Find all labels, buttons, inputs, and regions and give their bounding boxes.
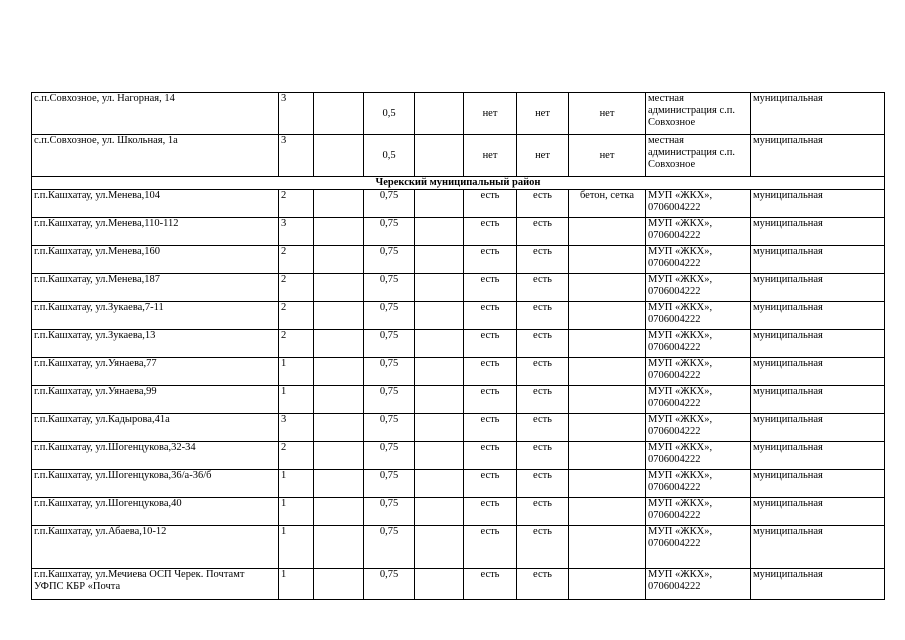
flag-cell: есть	[517, 358, 569, 386]
empty-cell	[314, 135, 364, 177]
empty-cell	[415, 218, 464, 246]
empty-cell	[314, 274, 364, 302]
section-title: Черекский муниципальный район	[32, 177, 885, 190]
flag-cell: есть	[517, 330, 569, 358]
empty-cell	[314, 190, 364, 218]
flag-cell: есть	[464, 358, 517, 386]
empty-cell	[314, 218, 364, 246]
cover-cell	[569, 526, 646, 569]
area-cell: 0,75	[364, 246, 415, 274]
owner-cell: местная администрация с.п. Совхозное	[646, 93, 751, 135]
owner-cell: МУП «ЖКХ», 0706004222	[646, 386, 751, 414]
count-cell: 3	[279, 218, 314, 246]
owner-cell: МУП «ЖКХ», 0706004222	[646, 470, 751, 498]
cover-cell	[569, 442, 646, 470]
area-cell: 0,75	[364, 302, 415, 330]
address-cell: г.п.Кашхатау, ул.Уянаева,77	[32, 358, 279, 386]
area-cell: 0,75	[364, 470, 415, 498]
address-cell: г.п.Кашхатау, ул.Шогенцукова,40	[32, 498, 279, 526]
owner-cell: МУП «ЖКХ», 0706004222	[646, 569, 751, 600]
owner-cell: МУП «ЖКХ», 0706004222	[646, 358, 751, 386]
owner-cell: местная администрация с.п. Совхозное	[646, 135, 751, 177]
flag-cell: есть	[464, 526, 517, 569]
count-cell: 3	[279, 414, 314, 442]
area-cell: 0,75	[364, 358, 415, 386]
area-cell: 0,5	[364, 93, 415, 135]
cover-cell	[569, 414, 646, 442]
count-cell: 2	[279, 274, 314, 302]
empty-cell	[314, 330, 364, 358]
flag-cell: есть	[517, 274, 569, 302]
owner-cell: МУП «ЖКХ», 0706004222	[646, 246, 751, 274]
cover-cell	[569, 302, 646, 330]
address-cell: г.п.Кашхатау, ул.Шогенцукова,32-34	[32, 442, 279, 470]
address-cell: г.п.Кашхатау, ул.Менева,110-112	[32, 218, 279, 246]
count-cell: 1	[279, 526, 314, 569]
address-cell: с.п.Совхозное, ул. Нагорная, 14	[32, 93, 279, 135]
owner-cell: МУП «ЖКХ», 0706004222	[646, 498, 751, 526]
empty-cell	[415, 414, 464, 442]
ownership-type-cell: муниципальная	[751, 569, 885, 600]
count-cell: 2	[279, 330, 314, 358]
table-row	[32, 274, 885, 302]
address-cell: г.п.Кашхатау, ул.Зукаева,13	[32, 330, 279, 358]
table-row	[32, 330, 885, 358]
address-cell: г.п.Кашхатау, ул.Менева,187	[32, 274, 279, 302]
ownership-type-cell: муниципальная	[751, 442, 885, 470]
area-cell: 0,75	[364, 442, 415, 470]
cover-cell	[569, 498, 646, 526]
cover-cell: нет	[569, 135, 646, 177]
flag-cell: есть	[464, 470, 517, 498]
count-cell: 1	[279, 358, 314, 386]
empty-cell	[415, 93, 464, 135]
flag-cell: есть	[464, 302, 517, 330]
empty-cell	[415, 330, 464, 358]
ownership-type-cell: муниципальная	[751, 386, 885, 414]
address-cell: г.п.Кашхатау, ул.Зукаева,7-11	[32, 302, 279, 330]
count-cell: 2	[279, 246, 314, 274]
table-row	[32, 498, 885, 526]
ownership-type-cell: муниципальная	[751, 93, 885, 135]
count-cell: 1	[279, 470, 314, 498]
registry-table	[31, 92, 885, 600]
ownership-type-cell: муниципальная	[751, 414, 885, 442]
table-row	[32, 93, 885, 135]
flag-cell: есть	[464, 190, 517, 218]
cover-cell: нет	[569, 93, 646, 135]
address-cell: г.п.Кашхатау, ул.Менева,104	[32, 190, 279, 218]
empty-cell	[415, 190, 464, 218]
address-cell: г.п.Кашхатау, ул.Менева,160	[32, 246, 279, 274]
empty-cell	[415, 442, 464, 470]
flag-cell: есть	[464, 414, 517, 442]
table-row	[32, 526, 885, 569]
flag-cell: есть	[464, 218, 517, 246]
flag-cell: есть	[464, 569, 517, 600]
table-row	[32, 442, 885, 470]
flag-cell: есть	[464, 498, 517, 526]
ownership-type-cell: муниципальная	[751, 218, 885, 246]
empty-cell	[314, 470, 364, 498]
cover-cell	[569, 330, 646, 358]
empty-cell	[415, 302, 464, 330]
empty-cell	[415, 386, 464, 414]
area-cell: 0,5	[364, 135, 415, 177]
flag-cell: есть	[517, 414, 569, 442]
flag-cell: есть	[517, 442, 569, 470]
cover-cell	[569, 218, 646, 246]
cover-cell: бетон, сетка	[569, 190, 646, 218]
address-cell: г.п.Кашхатау, ул.Абаева,10-12	[32, 526, 279, 569]
flag-cell: есть	[464, 442, 517, 470]
ownership-type-cell: муниципальная	[751, 498, 885, 526]
owner-cell: МУП «ЖКХ», 0706004222	[646, 526, 751, 569]
empty-cell	[314, 414, 364, 442]
empty-cell	[415, 135, 464, 177]
table-row	[32, 135, 885, 177]
count-cell: 2	[279, 302, 314, 330]
flag-cell: нет	[517, 93, 569, 135]
area-cell: 0,75	[364, 414, 415, 442]
area-cell: 0,75	[364, 386, 415, 414]
area-cell: 0,75	[364, 190, 415, 218]
empty-cell	[314, 302, 364, 330]
count-cell: 1	[279, 569, 314, 600]
empty-cell	[415, 470, 464, 498]
table-row	[32, 246, 885, 274]
owner-cell: МУП «ЖКХ», 0706004222	[646, 218, 751, 246]
count-cell: 1	[279, 498, 314, 526]
table-row	[32, 386, 885, 414]
address-cell: с.п.Совхозное, ул. Школьная, 1а	[32, 135, 279, 177]
flag-cell: есть	[464, 246, 517, 274]
ownership-type-cell: муниципальная	[751, 135, 885, 177]
empty-cell	[415, 569, 464, 600]
owner-cell: МУП «ЖКХ», 0706004222	[646, 274, 751, 302]
table-row	[32, 218, 885, 246]
empty-cell	[314, 569, 364, 600]
area-cell: 0,75	[364, 526, 415, 569]
empty-cell	[415, 246, 464, 274]
table-row	[32, 470, 885, 498]
flag-cell: нет	[464, 93, 517, 135]
area-cell: 0,75	[364, 218, 415, 246]
table-row	[32, 414, 885, 442]
flag-cell: есть	[517, 470, 569, 498]
owner-cell: МУП «ЖКХ», 0706004222	[646, 190, 751, 218]
section-header-row	[32, 177, 885, 190]
area-cell: 0,75	[364, 274, 415, 302]
empty-cell	[314, 498, 364, 526]
flag-cell: есть	[517, 246, 569, 274]
owner-cell: МУП «ЖКХ», 0706004222	[646, 330, 751, 358]
flag-cell: есть	[517, 526, 569, 569]
flag-cell: нет	[464, 135, 517, 177]
area-cell: 0,75	[364, 569, 415, 600]
owner-cell: МУП «ЖКХ», 0706004222	[646, 414, 751, 442]
cover-cell	[569, 386, 646, 414]
empty-cell	[314, 246, 364, 274]
empty-cell	[314, 93, 364, 135]
area-cell: 0,75	[364, 330, 415, 358]
flag-cell: есть	[464, 274, 517, 302]
flag-cell: есть	[517, 498, 569, 526]
ownership-type-cell: муниципальная	[751, 358, 885, 386]
owner-cell: МУП «ЖКХ», 0706004222	[646, 442, 751, 470]
table-row	[32, 302, 885, 330]
flag-cell: есть	[464, 330, 517, 358]
count-cell: 3	[279, 93, 314, 135]
ownership-type-cell: муниципальная	[751, 302, 885, 330]
empty-cell	[415, 274, 464, 302]
count-cell: 1	[279, 386, 314, 414]
empty-cell	[314, 358, 364, 386]
count-cell: 3	[279, 135, 314, 177]
empty-cell	[314, 526, 364, 569]
address-cell: г.п.Кашхатау, ул.Шогенцукова,36/а-36/б	[32, 470, 279, 498]
address-cell: г.п.Кашхатау, ул.Мечиева ОСП Черек. Почтамт УФПС КБР «Почта	[32, 569, 279, 600]
flag-cell: есть	[517, 218, 569, 246]
cover-cell	[569, 569, 646, 600]
flag-cell: есть	[517, 190, 569, 218]
flag-cell: есть	[517, 302, 569, 330]
empty-cell	[314, 386, 364, 414]
cover-cell	[569, 274, 646, 302]
count-cell: 2	[279, 442, 314, 470]
flag-cell: есть	[464, 386, 517, 414]
ownership-type-cell: муниципальная	[751, 246, 885, 274]
flag-cell: есть	[517, 386, 569, 414]
table-row	[32, 190, 885, 218]
ownership-type-cell: муниципальная	[751, 274, 885, 302]
empty-cell	[415, 526, 464, 569]
address-cell: г.п.Кашхатау, ул.Уянаева,99	[32, 386, 279, 414]
flag-cell: нет	[517, 135, 569, 177]
empty-cell	[415, 498, 464, 526]
cover-cell	[569, 246, 646, 274]
empty-cell	[314, 442, 364, 470]
owner-cell: МУП «ЖКХ», 0706004222	[646, 302, 751, 330]
area-cell: 0,75	[364, 498, 415, 526]
address-cell: г.п.Кашхатау, ул.Кадырова,41а	[32, 414, 279, 442]
table-row	[32, 358, 885, 386]
ownership-type-cell: муниципальная	[751, 190, 885, 218]
ownership-type-cell: муниципальная	[751, 470, 885, 498]
ownership-type-cell: муниципальная	[751, 330, 885, 358]
flag-cell: есть	[517, 569, 569, 600]
cover-cell	[569, 470, 646, 498]
cover-cell	[569, 358, 646, 386]
empty-cell	[415, 358, 464, 386]
table-row	[32, 569, 885, 600]
count-cell: 2	[279, 190, 314, 218]
ownership-type-cell: муниципальная	[751, 526, 885, 569]
